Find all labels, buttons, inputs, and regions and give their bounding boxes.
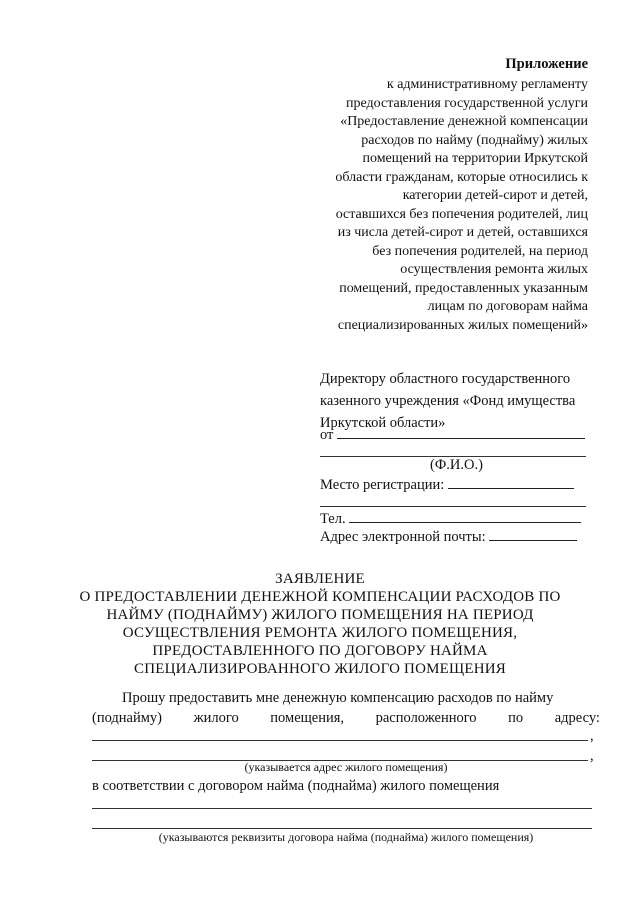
statement-title-line: ОСУЩЕСТВЛЕНИЯ РЕМОНТА ЖИЛОГО ПОМЕЩЕНИЯ,: [122, 625, 518, 641]
appendix-line: расходов по найму (поднайму) жилых: [361, 132, 588, 148]
statement-title-line: О ПРЕДОСТАВЛЕНИИ ДЕНЕЖНОЙ КОМПЕНСАЦИИ РАСХОДОВ ПО: [79, 589, 561, 605]
email-label: Адрес электронной почты:: [320, 529, 486, 545]
addressee-line-1: Директору областного государственного: [320, 371, 571, 387]
contract-line-2[interactable]: [92, 828, 592, 829]
phone-label: Тел.: [320, 511, 346, 527]
email-field: [320, 526, 577, 548]
statement-title-line: НАЙМУ (ПОДНАЙМУ) ЖИЛОГО ПОМЕЩЕНИЯ НА ПЕРИОД: [106, 607, 534, 623]
request-word: расположенного: [375, 710, 477, 726]
registration-field: [320, 474, 574, 496]
contract-caption: (указываются реквизиты договора найма (поднайма) жилого помещения): [158, 830, 534, 844]
contract-line-1[interactable]: [92, 808, 592, 809]
request-line-1: Прошу предоставить мне денежную компенсацию расходов по найму: [122, 690, 554, 706]
registration-blank[interactable]: [448, 476, 574, 489]
appendix-line: лицам по договорам найма: [427, 299, 588, 314]
address-line-1[interactable]: [92, 740, 588, 741]
address-caption: (указывается адрес жилого помещения): [244, 760, 448, 774]
from-field: [320, 424, 585, 446]
request-word: по: [508, 710, 524, 726]
statement-heading: ЗАЯВЛЕНИЕ: [275, 571, 365, 587]
addressee-line-2: казенного учреждения «Фонд имущества: [320, 393, 576, 409]
appendix-line: специализированных жилых помещений»: [337, 317, 588, 333]
request-word: помещения,: [270, 710, 345, 726]
request-word: жилого: [193, 710, 239, 726]
appendix-line: категории детей-сирот и детей,: [402, 188, 588, 203]
statement-title-line: СПЕЦИАЛИЗИРОВАННОГО ЖИЛОГО ПОМЕЩЕНИЯ: [134, 661, 506, 677]
from-label: от: [320, 427, 334, 443]
request-line-2: [92, 710, 600, 727]
appendix-line: осуществления ремонта жилых: [400, 262, 588, 277]
email-blank[interactable]: [489, 528, 577, 541]
appendix-line: помещений, предоставленных указанным: [339, 280, 588, 296]
appendix-line: «Предоставление денежной компенсации: [340, 114, 588, 129]
request-word: (поднайму): [92, 710, 163, 726]
appendix-line: к административному регламенту: [386, 77, 588, 92]
addressee-line-3: Иркутской области»: [320, 415, 446, 431]
appendix-title: Приложение: [505, 56, 588, 72]
appendix-line: без попечения родителей, на период: [372, 243, 588, 259]
fio-caption: (Ф.И.О.): [430, 457, 483, 473]
registration-label: Место регистрации:: [320, 477, 445, 493]
statement-title-line: ПРЕДОСТАВЛЕННОГО ПО ДОГОВОРУ НАЙМА: [152, 643, 488, 659]
contract-line: в соответствии с договором найма (поднайма) жилого помещения: [92, 778, 500, 794]
phone-blank[interactable]: [349, 510, 581, 523]
appendix-line: помещений на территории Иркутской: [362, 151, 588, 166]
request-word: адресу:: [554, 710, 600, 726]
appendix-line: области гражданам, которые относились к: [335, 169, 588, 185]
appendix-line: оставшихся без попечения родителей, лиц: [335, 206, 588, 222]
appendix-line: из числа детей-сирот и детей, оставшихся: [337, 225, 588, 240]
address-line-2-comma: ,: [590, 748, 594, 764]
appendix-line: предоставления государственной услуги: [346, 95, 588, 111]
registration-second-line[interactable]: [320, 506, 586, 507]
address-line-1-comma: ,: [590, 728, 594, 744]
from-blank[interactable]: [337, 426, 585, 439]
